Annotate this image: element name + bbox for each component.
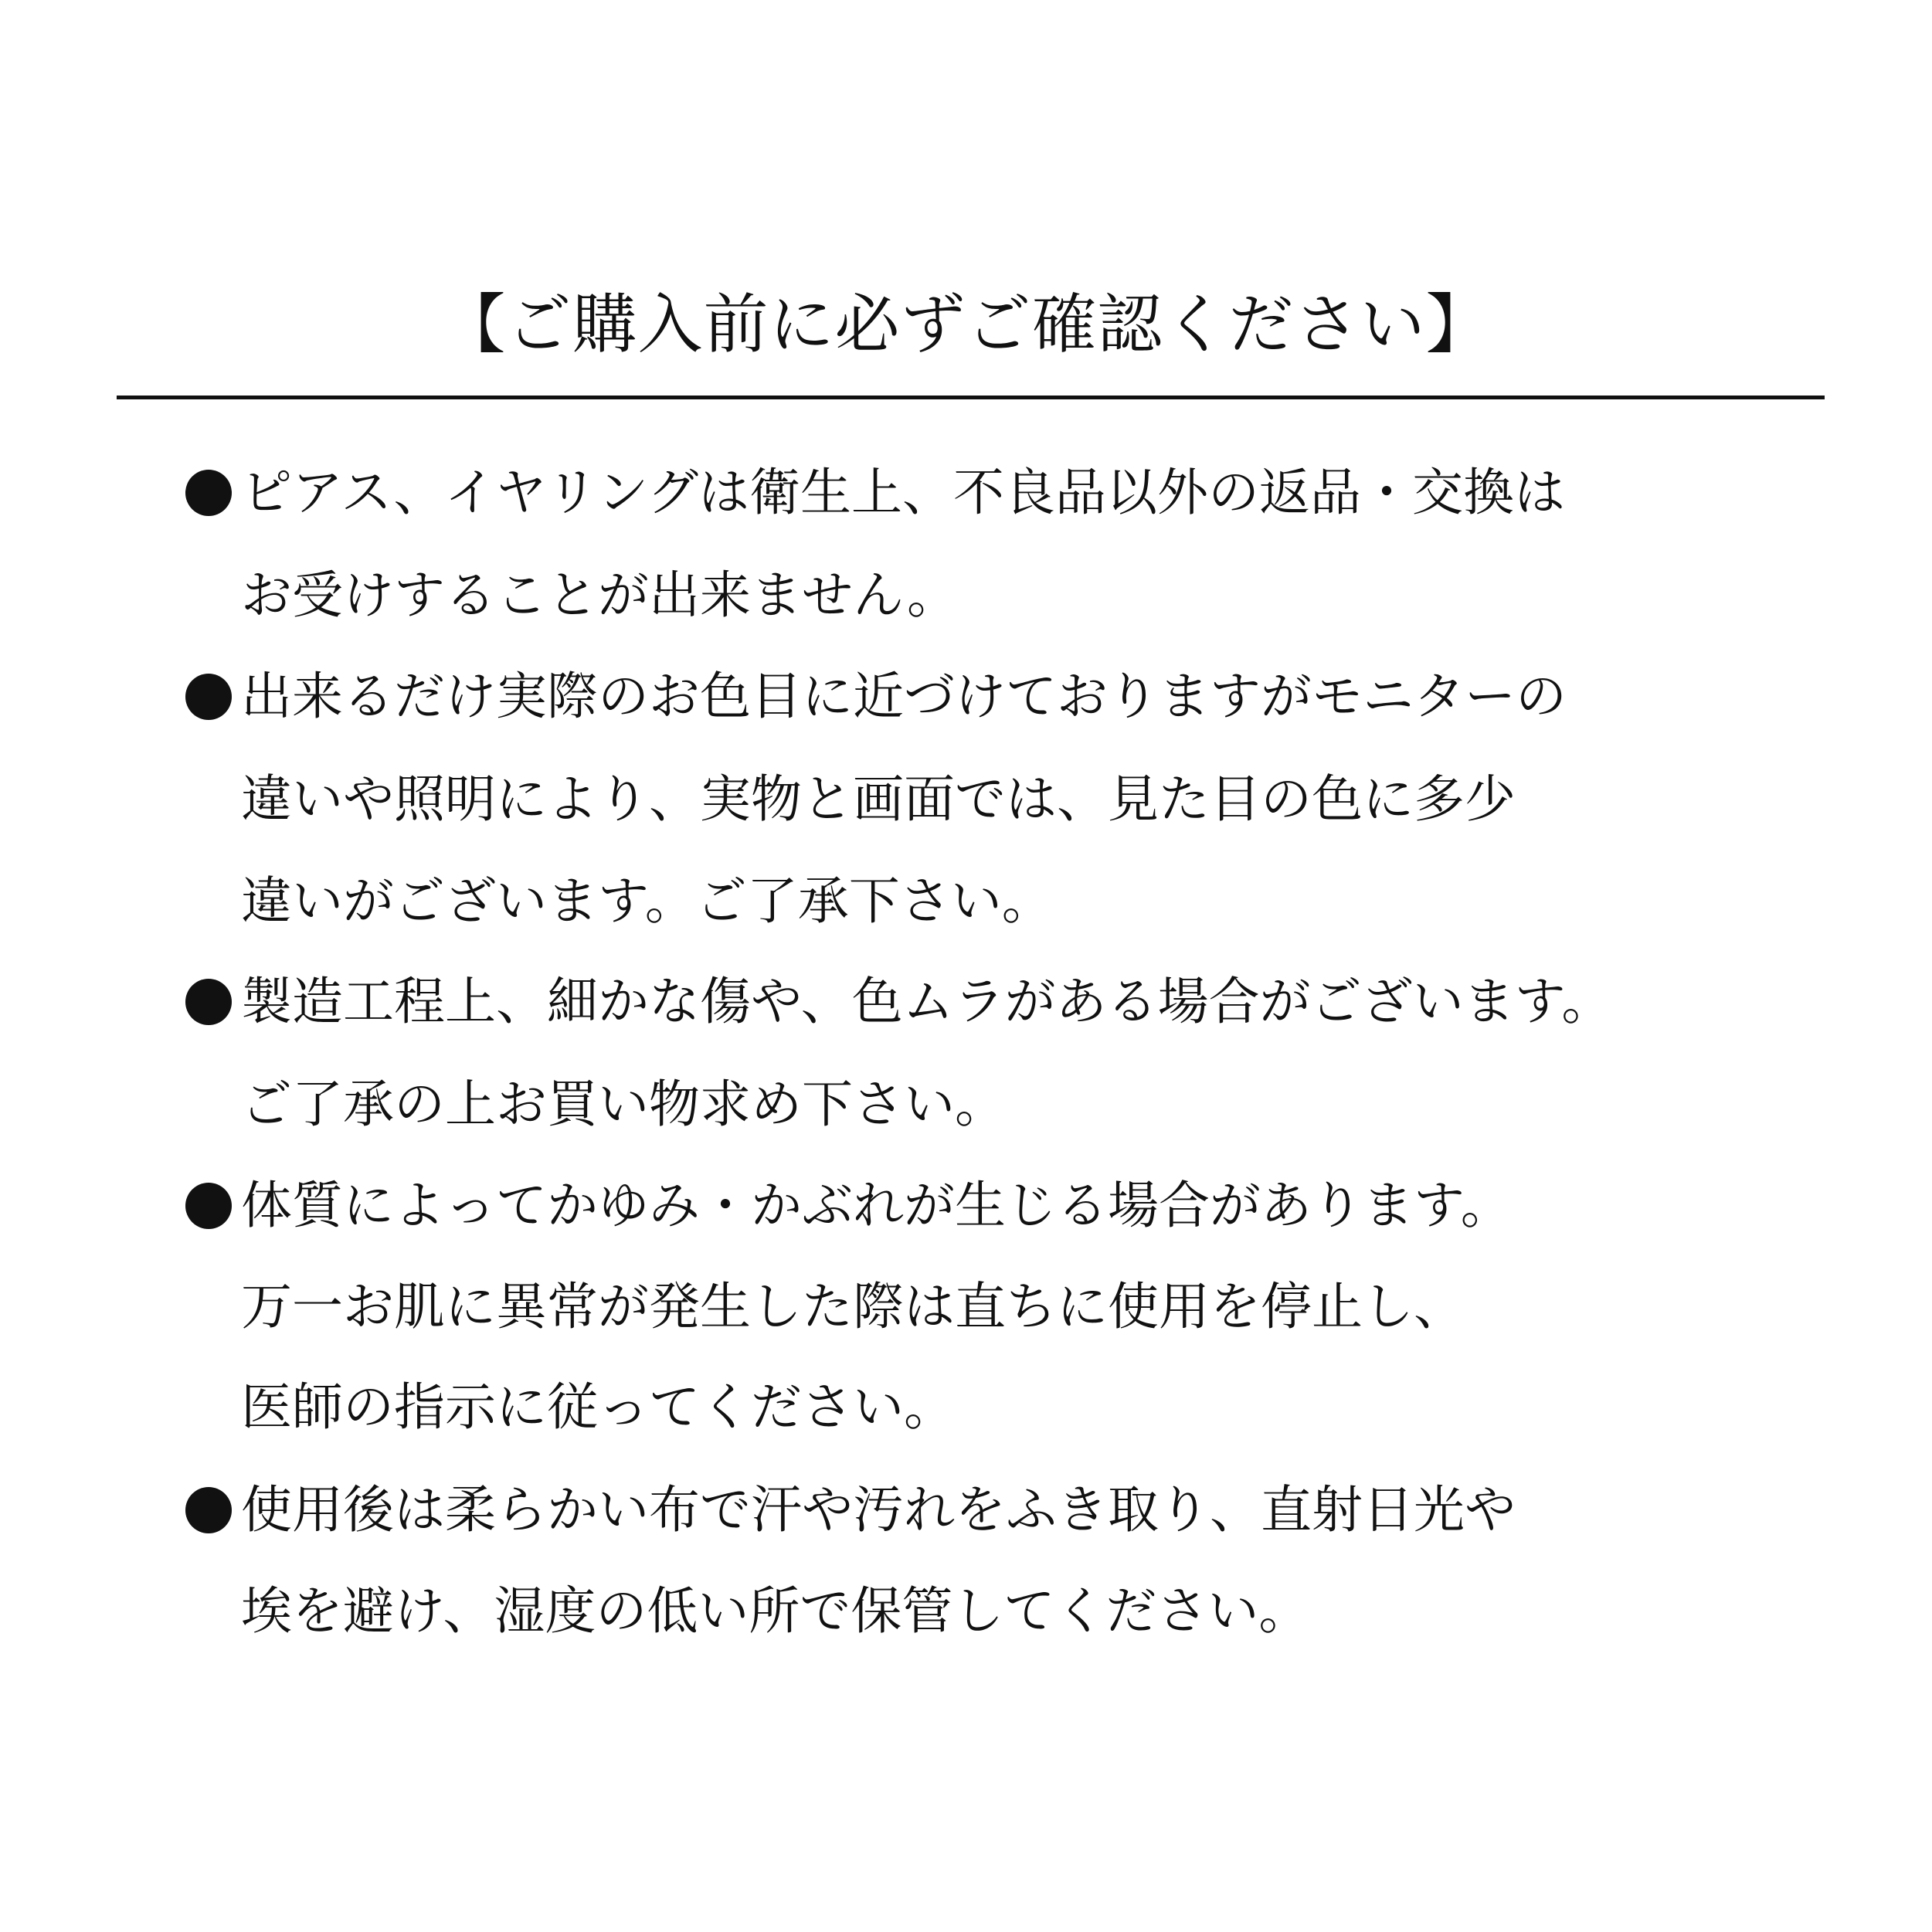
note-4-line-3: 医師の指示に従ってください。 <box>241 1377 955 1437</box>
note-2-line-3: 違いがございます。ご了承下さい。 <box>241 871 1053 931</box>
bullet-icon <box>185 674 232 720</box>
note-4-line-1: 体質によってかゆみ・かぶれが生じる場合があります。 <box>241 1176 1512 1235</box>
bullet-icon <box>185 1487 232 1533</box>
bullet-icon <box>185 979 232 1025</box>
bullet-icon <box>185 470 232 516</box>
note-3-line-2: ご了承の上お買い物求め下さい。 <box>241 1075 1006 1134</box>
note-2-line-1: 出来るだけ実際のお色目に近づけておりますがモニターの <box>241 667 1567 726</box>
note-2-line-2: 違いや照明により、実物と画面では、見た目の色に多少 <box>241 769 1516 829</box>
note-4-line-2: 万一お肌に異常が発生した際は直ちに使用を停止し、 <box>241 1277 1465 1336</box>
page-title: 【ご購入前に必ずご確認ください】 <box>440 287 1492 362</box>
note-1-line-2: お受けすることが出来ません。 <box>241 565 958 625</box>
bullet-icon <box>185 1183 232 1229</box>
note-1-line-1: ピアス、イヤリングは衛生上、不良品以外の返品・交換は <box>241 463 1566 522</box>
note-5-line-2: 埃を避け、湿度の低い所で保管してください。 <box>241 1581 1310 1641</box>
title-divider <box>117 396 1825 399</box>
note-5-line-1: 使用後は柔らかい布で汗や汚れをふき取り、直射日光や <box>241 1480 1516 1540</box>
note-3-line-1: 製造工程上、細かな傷や、色ムラがある場合がございます。 <box>241 972 1613 1031</box>
